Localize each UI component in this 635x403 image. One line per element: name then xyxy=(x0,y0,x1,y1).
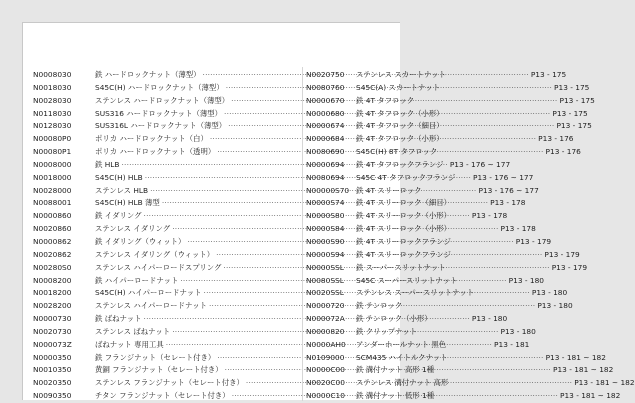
product-code: N0090350 xyxy=(33,391,72,401)
page-reference: P13 - 178 xyxy=(490,198,526,208)
index-entry xyxy=(306,146,438,159)
index-entry xyxy=(306,364,435,377)
page-reference: P13 - 175 xyxy=(554,82,590,92)
product-code: N0000684 xyxy=(306,134,345,144)
product-code: N0000862 xyxy=(33,236,72,246)
index-entry xyxy=(306,82,441,95)
product-name: チタン フランジナット（セレート付き） xyxy=(95,391,230,401)
product-code: N000072A xyxy=(306,314,345,324)
product-code: N0020862 xyxy=(33,249,72,259)
product-code: N0000670 xyxy=(306,95,345,105)
product-name: ステンレス ハイパーロードナット xyxy=(95,301,207,311)
product-name: 鉄 4T スリーロック（小形） xyxy=(356,211,452,221)
product-code: N0000674 xyxy=(306,121,345,131)
right-index-column xyxy=(306,69,475,403)
index-entry xyxy=(306,249,451,262)
page-reference: P13 - 178 xyxy=(500,224,536,234)
product-code: N0028200 xyxy=(33,301,72,311)
index-entry xyxy=(306,197,452,210)
product-code: N000073Z xyxy=(33,339,72,349)
product-code: N0000S84 xyxy=(306,224,345,234)
index-entry xyxy=(306,120,444,133)
index-entry xyxy=(306,339,447,352)
product-code: N0020860 xyxy=(33,224,72,234)
product-name: 鉄 4T タフロックフランジ xyxy=(356,159,444,169)
product-code: N0010350 xyxy=(33,365,72,375)
index-entry xyxy=(306,172,456,185)
product-code: N0000S74 xyxy=(306,198,345,208)
page-reference: P13 - 175 xyxy=(552,108,588,118)
product-code: N0020SSL xyxy=(306,288,344,298)
product-name: アンダーホールナット 黒色 xyxy=(356,339,447,349)
product-code: N00080P0 xyxy=(33,134,72,144)
product-name: ステンレス イダリング xyxy=(95,224,171,234)
column-divider xyxy=(302,67,303,401)
product-name: 鉄 4T スリーロックフランジ xyxy=(356,236,451,246)
product-name: 鉄 4T タフロック（細目） xyxy=(356,121,444,131)
page-reference: P13 - 175 xyxy=(556,121,592,131)
page-reference: P13 - 181 ~ 182 xyxy=(560,391,621,401)
product-name: SCM435 ハイトルクナット xyxy=(356,352,448,362)
product-name: 鉄 溝付ナット 高形 1種 xyxy=(356,365,435,375)
product-code: N0018200 xyxy=(33,288,72,298)
page-reference: P13 - 181 ~ 182 xyxy=(545,352,606,362)
index-entry xyxy=(306,275,458,288)
product-code: N0000720 xyxy=(306,301,345,311)
product-name: 鉄 4T タフロック xyxy=(356,95,415,105)
page-reference: P13 - 180 xyxy=(471,314,508,324)
product-name: 鉄 クリップナット xyxy=(356,326,418,336)
page-reference: P13 - 176 ~ 177 xyxy=(478,185,539,195)
page-reference: P13 - 176 ~ 177 xyxy=(473,172,534,182)
product-name: S45C(H) ハイパーロードナット xyxy=(95,288,202,298)
page-reference: P13 - 181 ~ 182 xyxy=(574,378,635,388)
page-reference: P13 - 175 xyxy=(530,70,567,79)
product-name: ステンレス 溝付ナット 高形 xyxy=(356,378,449,388)
index-entry xyxy=(306,185,422,198)
page-reference: P13 - 178 xyxy=(471,211,508,221)
product-name: S45C(H) 8T タフロック xyxy=(356,147,438,157)
product-name: SUS316L ハードロックナット（薄型） xyxy=(95,121,227,131)
product-code: N0008030 xyxy=(33,70,72,79)
page-reference: P13 - 179 xyxy=(544,249,580,259)
product-code: N0000S94 xyxy=(306,249,345,259)
product-code: N0020C00 xyxy=(306,378,345,388)
product-code: N0000AH0 xyxy=(306,339,346,349)
product-code: N0008000 xyxy=(33,159,72,169)
page-reference: P13 - 181 xyxy=(494,339,530,349)
product-name: ばねナット 専用工具 xyxy=(95,339,164,349)
product-name: S45C スーパースリットナット xyxy=(356,275,458,285)
page-reference: P13 - 176 ~ 177 xyxy=(449,159,511,169)
index-entry xyxy=(306,223,452,236)
product-code: N0000C10 xyxy=(306,391,345,401)
product-name: 鉄 イダリング xyxy=(95,211,142,221)
product-code: N00280S0 xyxy=(33,262,72,272)
index-entry xyxy=(306,390,435,403)
product-name: 鉄 4T スリーロック（小形） xyxy=(356,224,452,234)
product-code: N0109000 xyxy=(306,352,345,362)
product-name: ステンレス ハイパーロードスプリング xyxy=(95,262,222,272)
index-entry xyxy=(306,287,475,300)
product-code: N0000C00 xyxy=(306,365,345,375)
product-code: N0000820 xyxy=(306,326,345,336)
product-code: N0000S90 xyxy=(306,236,345,246)
product-code: N0088001 xyxy=(33,198,72,208)
index-entry xyxy=(306,313,432,326)
product-code: N0080694 xyxy=(306,172,345,182)
index-entry xyxy=(306,69,446,82)
product-code: N0000350 xyxy=(33,352,72,362)
product-code: N0000694 xyxy=(306,159,345,169)
product-code: N00000S70 xyxy=(306,185,350,195)
product-name: ステンレス フランジナット（セレート付き） xyxy=(95,378,244,388)
product-name: 鉄 フランジナット（セレート付き） xyxy=(95,352,216,362)
product-name: 鉄 スーパースリットナット xyxy=(356,262,446,272)
product-code: N0118030 xyxy=(33,108,72,118)
product-code: N0018030 xyxy=(33,82,72,92)
page-reference: P13 - 180 xyxy=(508,275,545,285)
product-code: N0128030 xyxy=(33,121,72,131)
product-name: 鉄 ばねナット xyxy=(95,314,142,324)
product-name: S45C(A) スカートナット xyxy=(356,82,441,92)
product-name: S45C 4T タフロックフランジ xyxy=(356,172,456,182)
product-code: N00080P1 xyxy=(33,147,72,157)
product-code: N0018000 xyxy=(33,172,72,182)
index-entry xyxy=(306,95,416,108)
product-name: 鉄 溝付ナット 低形 1種 xyxy=(356,391,435,401)
index-entry xyxy=(306,300,416,313)
product-name: S45C(H) HLB 薄型 xyxy=(95,198,160,208)
product-name: ポリカ ハードロックナット（透明） xyxy=(95,147,216,157)
product-code: N0000S80 xyxy=(306,211,345,221)
product-name: 鉄 4T スリーロック（細目） xyxy=(356,198,452,208)
product-name: SUS316 ハードロックナット（薄型） xyxy=(95,108,223,118)
index-entry xyxy=(306,133,444,146)
product-name: 鉄 4T タフロック（小形） xyxy=(356,108,444,118)
page-reference: P13 - 176 xyxy=(545,147,581,157)
product-code: N0028030 xyxy=(33,95,72,105)
product-name: 鉄 ハイパーロードナット xyxy=(95,275,179,285)
index-entry xyxy=(306,159,444,172)
product-name: 鉄 4T スリーロックフランジ xyxy=(356,249,451,259)
page-reference: P13 - 181 ~ 182 xyxy=(552,365,614,375)
index-entry xyxy=(306,210,452,223)
product-name: ステンレス イダリング（ウィット） xyxy=(95,249,215,259)
product-code: N0000730 xyxy=(33,314,72,324)
index-entry xyxy=(306,377,449,390)
index-entry xyxy=(306,108,444,121)
product-name: ステンレス スーパースリットナット xyxy=(356,288,475,298)
product-name: 鉄 4T スリーロック xyxy=(356,185,422,195)
product-name: 鉄 テンロック（小形） xyxy=(356,314,432,324)
page-reference: P13 - 175 xyxy=(559,95,595,105)
product-code: N0080SSL xyxy=(306,275,344,285)
product-name: 黄銅 フランジナット（セレート付き） xyxy=(95,365,223,375)
catalog-page xyxy=(22,22,635,401)
index-entry xyxy=(306,326,416,339)
product-code: N0020750 xyxy=(306,70,345,79)
page-reference: P13 - 180 xyxy=(537,301,573,311)
product-name: 鉄 テンロック xyxy=(356,301,403,311)
product-name: 鉄 HLB xyxy=(95,159,120,169)
product-code: N0080690 xyxy=(306,147,345,157)
product-code: N0000SSL xyxy=(306,262,344,272)
product-code: N0028000 xyxy=(33,185,72,195)
product-name: ステンレス スカートナット xyxy=(356,70,446,79)
product-name: ポリカ ハードロックナット（白） xyxy=(95,134,208,144)
product-name: 鉄 ハードロックナット（薄型） xyxy=(95,70,201,79)
page-reference: P13 - 179 xyxy=(515,236,552,246)
product-code: N0008200 xyxy=(33,275,72,285)
index-entry xyxy=(306,262,446,275)
product-name: S45C(H) HLB xyxy=(95,172,143,182)
product-name: ステンレス HLB xyxy=(95,185,149,195)
product-code: N0000680 xyxy=(306,108,345,118)
page-reference: P13 - 176 xyxy=(538,134,574,144)
page-reference: P13 - 179 xyxy=(551,262,588,272)
page-reference: P13 - 180 xyxy=(531,288,568,298)
product-name: 鉄 イダリング（ウィット） xyxy=(95,236,186,246)
product-name: 鉄 4T タフロック（小形） xyxy=(356,134,444,144)
product-name: S45C(H) ハードロックナット（薄型） xyxy=(95,82,224,92)
product-name: ステンレス ばねナット xyxy=(95,326,171,336)
product-code: N0080760 xyxy=(306,82,345,92)
product-code: N0020730 xyxy=(33,326,72,336)
index-entry xyxy=(306,352,448,365)
page-reference: P13 - 180 xyxy=(500,326,536,336)
index-entry xyxy=(306,236,451,249)
product-code: N0020350 xyxy=(33,378,72,388)
product-name: ステンレス ハードロックナット（薄型） xyxy=(95,95,230,105)
product-code: N0000860 xyxy=(33,211,72,221)
